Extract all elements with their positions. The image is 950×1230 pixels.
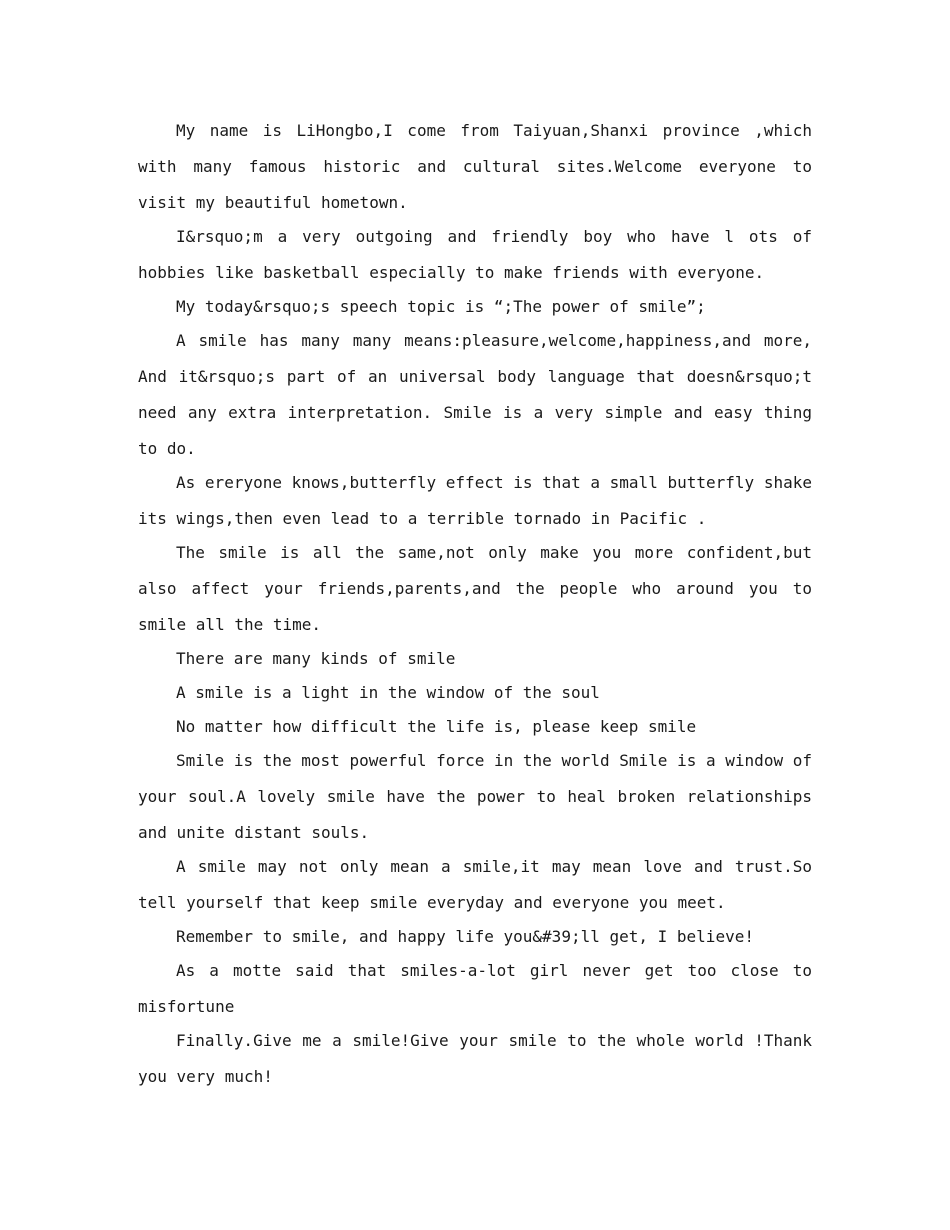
paragraph-keep-smile: No matter how difficult the life is, please keep smile	[176, 717, 697, 736]
paragraph-motto: As a motte said that smiles-a-lot girl never get too close to misfortune	[138, 961, 812, 1016]
paragraph-smile-meaning: A smile has many many means:pleasure,welcome,happiness,and more, And it&rsquo;s part of an universal body language that doesn&rsquo;t need any extra interpretation. Smile is a very simple and easy thing to do.	[138, 331, 812, 458]
speech-text-body	[138, 113, 812, 1093]
paragraph-butterfly-effect: As ereryone knows,butterfly effect is that a small butterfly shake its wings,then even lead to a terrible tornado in Pacific .	[138, 473, 812, 528]
paragraph-kinds-of-smile: There are many kinds of smile	[176, 649, 456, 668]
paragraph-speech-topic: My today&rsquo;s speech topic is “;The power of smile”;	[176, 297, 706, 316]
paragraph-light-of-soul: A smile is a light in the window of the soul	[176, 683, 600, 702]
paragraph-powerful-force: Smile is the most powerful force in the world Smile is a window of your soul.A lovely smile have the power to heal broken relationships and unite distant souls.	[138, 751, 812, 842]
paragraph-smile-influence: The smile is all the same,not only make you more confident,but also affect your friends,parents,and the people who around you to smile all the time.	[138, 543, 812, 634]
paragraph-introduction: My name is LiHongbo,I come from Taiyuan,Shanxi province ,which with many famous historic and cultural sites.Welcome everyone to visit my beautiful hometown.	[138, 121, 812, 212]
paragraph-love-and-trust: A smile may not only mean a smile,it may mean love and trust.So tell yourself that keep smile everyday and everyone you meet.	[138, 857, 812, 912]
paragraph-hobbies: I&rsquo;m a very outgoing and friendly boy who have l ots of hobbies like basketball especially to make friends with everyone.	[138, 227, 812, 282]
paragraph-remember-to-smile: Remember to smile, and happy life you&#39;ll get, I believe!	[176, 927, 754, 946]
paragraph-closing: Finally.Give me a smile!Give your smile to the whole world !Thank you very much!	[138, 1031, 812, 1086]
